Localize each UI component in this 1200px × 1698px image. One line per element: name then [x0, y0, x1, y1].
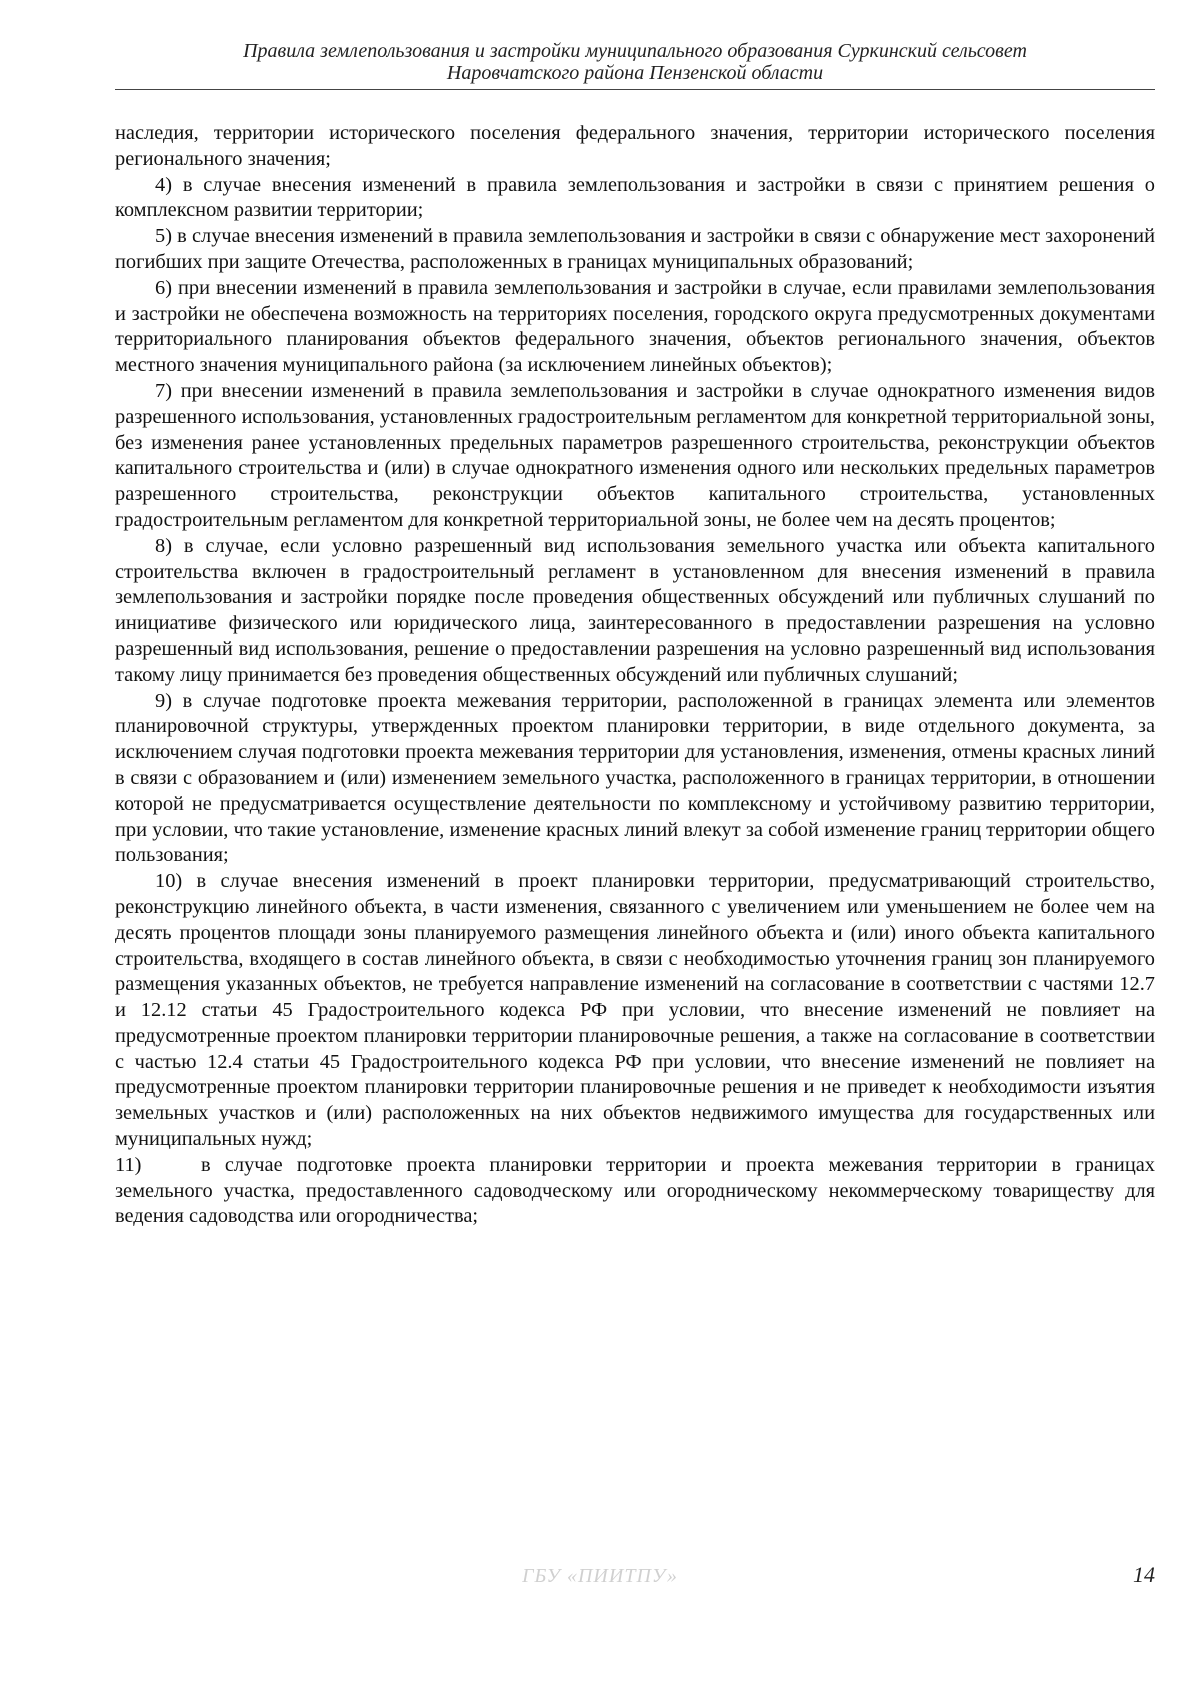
paragraph-item-8: 8) в случае, если условно разрешенный вид использования земельного участка или объекта капитального строительства включен в градостроительный регламент в установленном для внесения изменений в правила землепользования и застройки порядке после проведения общественных обсуждений или публичных слушаний по инициативе физического или юридического лица, заинтересованного в предоставлении разрешения на условно разрешенный вид использования, решение о предоставлении разрешения на условно разрешенный вид использования такому лицу принимается без проведения общественных обсуждений или публичных слушаний; — [115, 534, 1155, 686]
header-line-1: Правила землепользования и застройки муниципального образования Суркинский сельсовет — [243, 40, 1027, 62]
paragraph-item-6: 6) при внесении изменений в правила землепользования и застройки в случае, если правилами землепользования и застройки не обеспечена возможность на территориях поселения, городского округа предусмотренных документами территориального планирования объектов федерального значения, объектов регионального значения, объектов местного значения муниципального района (за исключением линейных объектов); — [115, 276, 1155, 377]
paragraph-item-5: 5) в случае внесения изменений в правила землепользования и застройки в связи с обнаружение мест захоронений погибших при защите Отечества, расположенных в границах муниципальных образований; — [115, 225, 1155, 273]
paragraph-item-4: 4) в случае внесения изменений в правила землепользования и застройки в связи с принятием решения о комплексном развитии территории; — [115, 173, 1155, 222]
item-11-text: в случае подготовке проекта планировки территории и проекта межевания территории в границах земельного участка, предоставленного садоводческому или огородническому некоммерческому товариществу для ведения садоводства или огородничества; — [115, 1153, 1155, 1228]
document-body — [115, 121, 1155, 1230]
header-line-2: Наровчатского района Пензенской области — [446, 62, 824, 84]
paragraph-item-9: 9) в случае подготовке проекта межевания территории, расположенной в границах элемента или элементов планировочной структуры, утвержденных проектом планировки территории, в виде отдельного документа, за исключением случая подготовки проекта межевания территории для установления, изменения, отмены красных линий в связи с образованием и (или) изменением земельного участка, расположенного в границах территории, в отношении которой не предусматривается осуществление деятельности по комплексному и устойчивому развитию территории, при условии, что такие установление, изменение красных линий влекут за собой изменение границ территории общего пользования; — [115, 689, 1155, 867]
footer-organization-stamp: ГБУ «ПИИТПУ» — [522, 1565, 678, 1587]
item-11-number: 11) — [115, 1153, 142, 1176]
header-divider — [115, 89, 1155, 90]
running-header — [115, 40, 1155, 84]
paragraph-item-11 — [115, 1153, 1155, 1230]
paragraph-item-7: 7) при внесении изменений в правила землепользования и застройки в случае однократного изменения видов разрешенного использования, установленных градостроительным регламентом для конкретной территориальной зоны, без изменения ранее установленных предельных параметров разрешенного строительства, реконструкции объектов капитального строительства и (или) в случае однократного изменения одного или нескольких предельных параметров разрешенного строительства, реконструкции объектов капитального строительства, установленных градостроительным регламентом для конкретной территориальной зоны, не более чем на десять процентов; — [115, 379, 1155, 531]
page-number: 14 — [1133, 1562, 1155, 1587]
paragraph-item-10: 10) в случае внесения изменений в проект планировки территории, предусматривающий строительство, реконструкцию линейного объекта, в части изменения, связанного с увеличением или уменьшением не более чем на десять процентов площади зоны планируемого размещения линейного объекта и (или) иного объекта капитального строительства, входящего в состав линейного объекта, в связи с необходимостью уточнения границ зон планируемого размещения указанных объектов, не требуется направление изменений на согласование в соответствии с частями 12.7 и 12.12 статьи 45 Градостроительного кодекса РФ при условии, что внесение изменений не повлияет на предусмотренные проектом планировки территории планировочные решения, а также на согласование в соответствии с частью 12.4 статьи 45 Градостроительного кодекса РФ при условии, что внесение изменений не повлияет на предусмотренные проектом планировки территории планировочные решения и не приведет к необходимости изъятия земельных участков и (или) расположенных на них объектов недвижимого имущества для государственных или муниципальных нужд; — [115, 870, 1155, 1151]
paragraph-continuation: наследия, территории исторического поселения федерального значения, территории исторического поселения регионального значения; — [115, 122, 1155, 170]
